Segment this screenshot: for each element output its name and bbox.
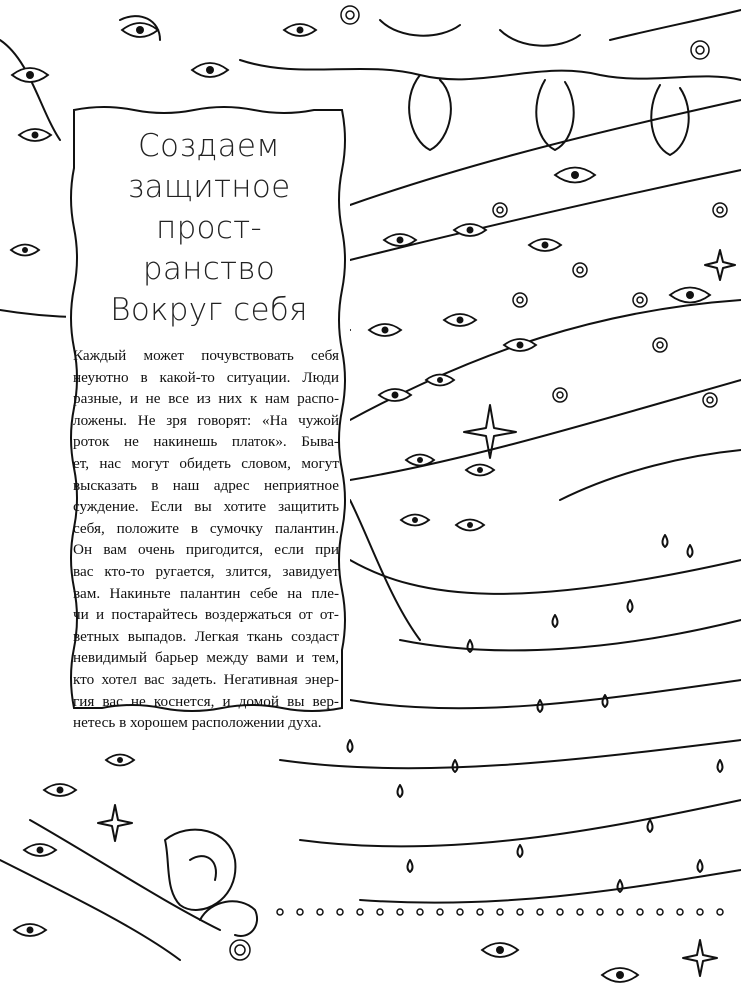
text-line: роток не накинешь платок». Быва-: [73, 433, 339, 451]
bead-row: [277, 909, 723, 915]
text-line: Он вам очень пригодится, если при: [73, 541, 339, 559]
text-line: высказать в наш адрес неприятное: [73, 476, 339, 494]
text-line: гия вас не коснется, и домой вы вер-: [73, 692, 339, 710]
title-line: защитное: [127, 169, 291, 205]
text-line: разные, и не все из них к нам распо-: [73, 390, 339, 408]
teardrops: [348, 535, 723, 892]
page-title: [84, 126, 334, 331]
text-line: кто хотел вас задеть. Негативная энер-: [73, 670, 339, 688]
text-line: неуютно в какой-то ситуации. Люди: [73, 368, 339, 386]
title-line: Создаем: [138, 128, 280, 164]
title-line: ранство: [142, 251, 276, 287]
text-line: себя, положите в сумочку палантин.: [73, 519, 339, 537]
text-line: нетесь в хорошем расположении духа.: [73, 714, 322, 732]
text-line: невидимый барьер между вами и тем,: [73, 649, 339, 667]
text-line: вас кто-то ругается, злится, завидует: [73, 562, 339, 580]
text-line: чи и постарайтесь воздержаться от от-: [73, 606, 339, 624]
title-line: прост-: [156, 210, 262, 246]
title-line: Вокруг себя: [110, 292, 308, 328]
text-line: вам. Накиньте палантин себе на пле-: [73, 584, 339, 602]
text-line: ветных выпадов. Легкая ткань создаст: [73, 627, 339, 645]
text-line: ложены. Не зря говорят: «На чужой: [73, 411, 339, 429]
text-panel: [66, 102, 350, 732]
body-paragraph: [73, 345, 339, 734]
text-line: суждение. Если вы хотите защитить: [73, 498, 339, 516]
text-line: Каждый может почувствовать себя: [73, 347, 339, 364]
text-line: ет, нас могут обидеть словом, могут: [73, 454, 339, 472]
